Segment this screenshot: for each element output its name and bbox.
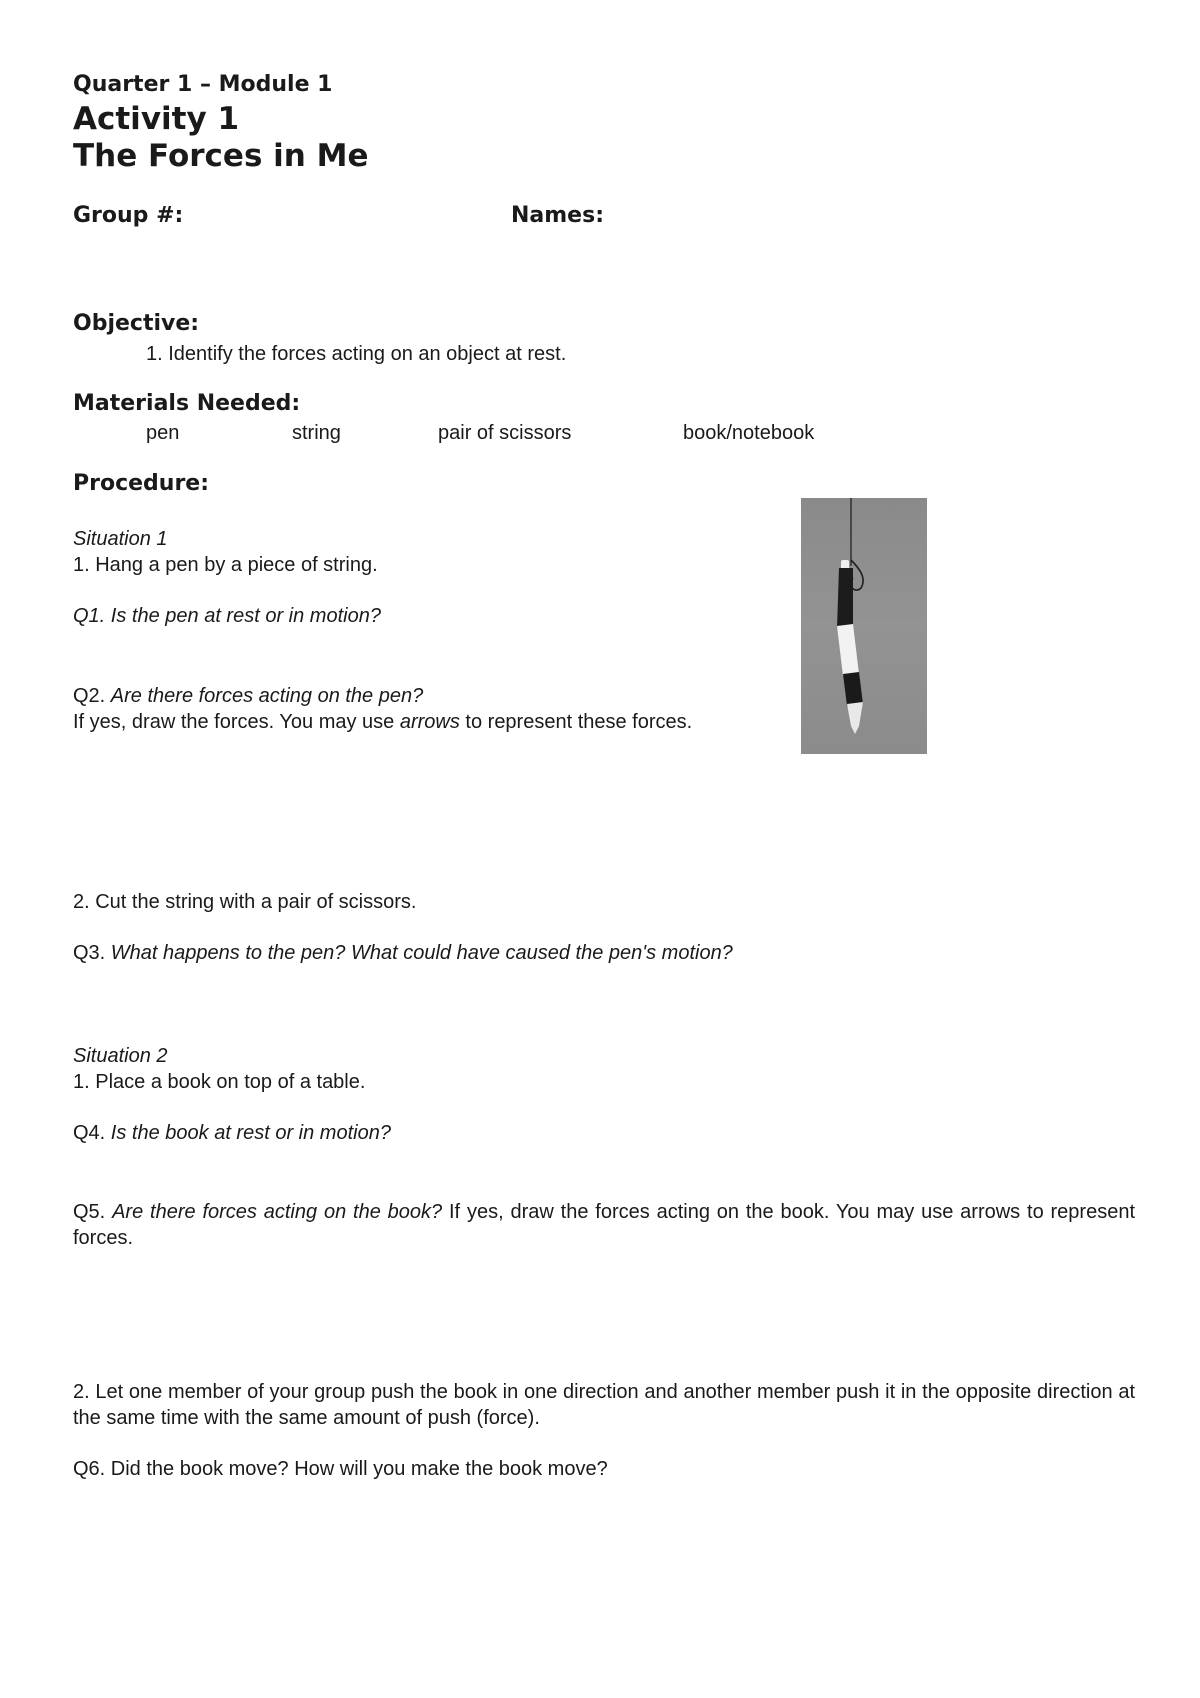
question-q2 [73, 683, 423, 709]
question-q2-instruction [73, 709, 692, 735]
materials-heading: Materials Needed: [73, 391, 301, 416]
material-item-book: book/notebook [683, 422, 815, 444]
question-q5-text: Are there forces acting on the book? [112, 1201, 443, 1223]
procedure-heading: Procedure: [73, 471, 210, 496]
question-q6: Q6. Did the book move? How will you make the book move? [73, 1458, 608, 1480]
situation-1-title: Situation 1 [73, 528, 168, 550]
q2-instruction-part-c: to represent these forces. [459, 711, 693, 733]
situation-1-step-1: 1. Hang a pen by a piece of string. [73, 554, 378, 576]
question-q4-text: Is the book at rest or in motion? [110, 1122, 391, 1144]
question-q1: Q1. Is the pen at rest or in motion? [73, 605, 381, 627]
question-q3-prefix: Q3. [73, 942, 111, 964]
question-q3 [73, 940, 733, 966]
material-item-string: string [292, 422, 341, 444]
pen-upper-grip [837, 568, 853, 628]
situation-2-title: Situation 2 [73, 1045, 168, 1067]
question-q4 [73, 1120, 391, 1146]
pen-tip [847, 702, 863, 734]
question-q5-prefix: Q5. [73, 1201, 113, 1223]
question-q5 [73, 1199, 1135, 1251]
question-q2-prefix: Q2. [73, 685, 111, 707]
activity-title: The Forces in Me [73, 138, 369, 174]
pen-lower-grip [843, 672, 863, 706]
hanging-pen-photo [801, 498, 927, 754]
question-q2-text: Are there forces acting on the pen? [110, 685, 424, 707]
q2-instruction-part-a: If yes, draw the forces. You may use [73, 711, 400, 733]
material-item-pen: pen [146, 422, 180, 444]
objective-item: 1. Identify the forces acting on an object at rest. [146, 343, 567, 365]
activity-number-heading: Activity 1 [73, 101, 240, 137]
quarter-module-heading: Quarter 1 – Module 1 [73, 72, 333, 97]
material-item-scissors: pair of scissors [438, 422, 572, 444]
question-q3-text: What happens to the pen? What could have caused the pen's motion? [110, 942, 733, 964]
names-label: Names: [511, 203, 604, 228]
hanging-pen-illustration [801, 498, 927, 754]
question-q5-instruction: If yes, draw the forces acting on the book. You may use arrows to represent forces. [73, 1201, 1136, 1249]
group-number-label: Group #: [73, 203, 184, 228]
situation-2-step-2: 2. Let one member of your group push the book in one direction and another member push it in the opposite direction at the same time with the same amount of push (force). [73, 1381, 1135, 1429]
q2-instruction-arrows: arrows [399, 711, 460, 733]
situation-1-step-2: 2. Cut the string with a pair of scissors. [73, 891, 417, 913]
question-q4-prefix: Q4. [73, 1122, 111, 1144]
pen-body [837, 624, 859, 676]
situation-2-step-1: 1. Place a book on top of a table. [73, 1071, 366, 1093]
objective-heading: Objective: [73, 311, 200, 336]
